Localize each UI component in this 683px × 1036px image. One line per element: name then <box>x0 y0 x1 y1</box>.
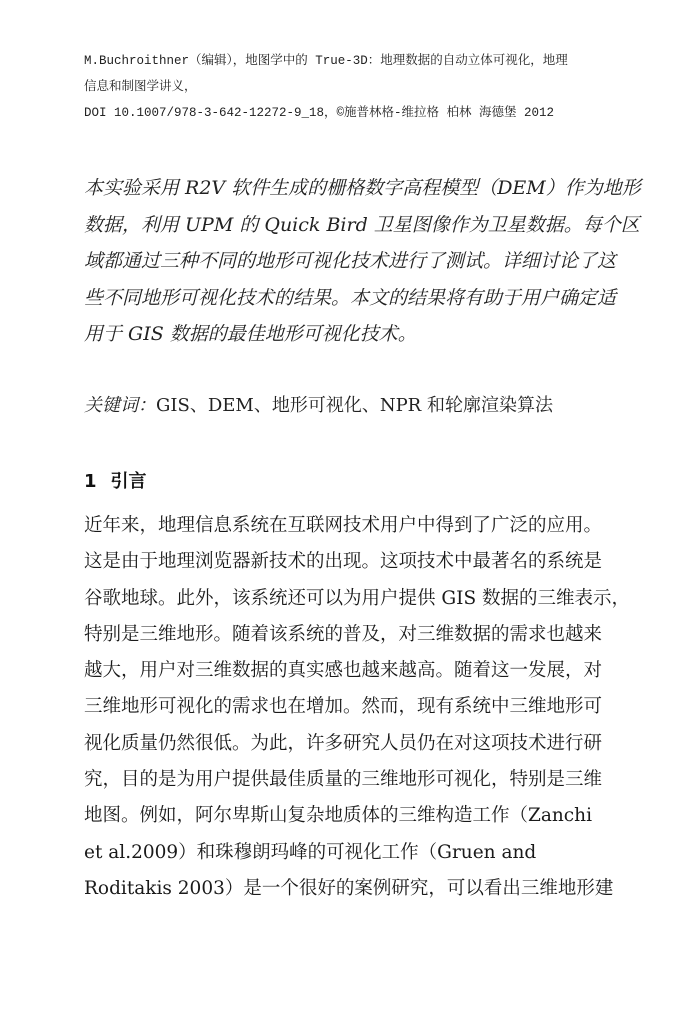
keywords <box>84 392 608 420</box>
body-line: 近年来，地理信息系统在互联网技术用户中得到了广泛的应用。 <box>84 515 603 536</box>
body-line: 这是由于地理浏览器新技术的出现。这项技术中最著名的系统是 <box>84 551 603 573</box>
abstract-line: 本实验采用 R2V 软件生成的栅格数字高程模型（DEM）作为地形 <box>84 177 641 199</box>
body-line: Roditakis 2003）是一个很好的案例研究，可以看出三维地形建 <box>84 877 614 899</box>
keywords-label: 关键词： <box>84 395 156 416</box>
citation-doi-line: DOI 10.1007/978-3-642-12272-9_18，©施普林格-维拉格 柏林 海德堡 2012 <box>84 106 555 120</box>
body-line: 越大，用户对三维数据的真实感也越来越高。随着这一发展，对 <box>84 660 603 682</box>
abstract-line: 用于 GIS 数据的最佳地形可视化技术。 <box>84 323 417 345</box>
body-line: et al.2009）和珠穆朗玛峰的可视化工作（Gruen and <box>84 841 537 863</box>
section-heading <box>84 468 147 496</box>
body-line: 究，目的是为用户提供最佳质量的三维地形可视化，特别是三维 <box>84 769 603 791</box>
section-number: 1 <box>84 471 97 492</box>
body-line: 三维地形可视化的需求也在增加。然而，现有系统中三维地形可 <box>84 696 603 718</box>
body-line: 谷歌地球。此外，该系统还可以为用户提供 GIS 数据的三维表示， <box>84 587 631 609</box>
body-line: 地图。例如，阿尔卑斯山复杂地质体的三维构造工作（Zanchi <box>84 805 592 827</box>
keywords-text: GIS、DEM、地形可视化、NPR 和轮廓渲染算法 <box>156 395 553 416</box>
citation-line-2: 信息和制图学讲义， <box>84 80 197 94</box>
body-paragraph <box>84 508 631 907</box>
body-line: 特别是三维地形。随着该系统的普及，对三维数据的需求也越来 <box>84 623 603 645</box>
abstract-line: 数据，利用 UPM 的 Quick Bird 卫星图像作为卫星数据。每个区 <box>84 213 640 236</box>
abstract <box>84 170 641 353</box>
abstract-line: 些不同地形可视化技术的结果。本文的结果将有助于用户确定适 <box>84 286 617 309</box>
abstract-line: 域都通过三种不同的地形可视化技术进行了测试。详细讨论了这 <box>84 250 617 272</box>
section-title: 引言 <box>110 471 147 492</box>
citation-line-1: M.Buchroithner（编辑），地图学中的 True-3D：地理数据的自动立体可视化，地理 <box>84 54 568 68</box>
body-line: 视化质量仍然很低。为此，许多研究人员仍在对这项技术进行研 <box>84 732 603 754</box>
citation-header <box>84 48 624 126</box>
